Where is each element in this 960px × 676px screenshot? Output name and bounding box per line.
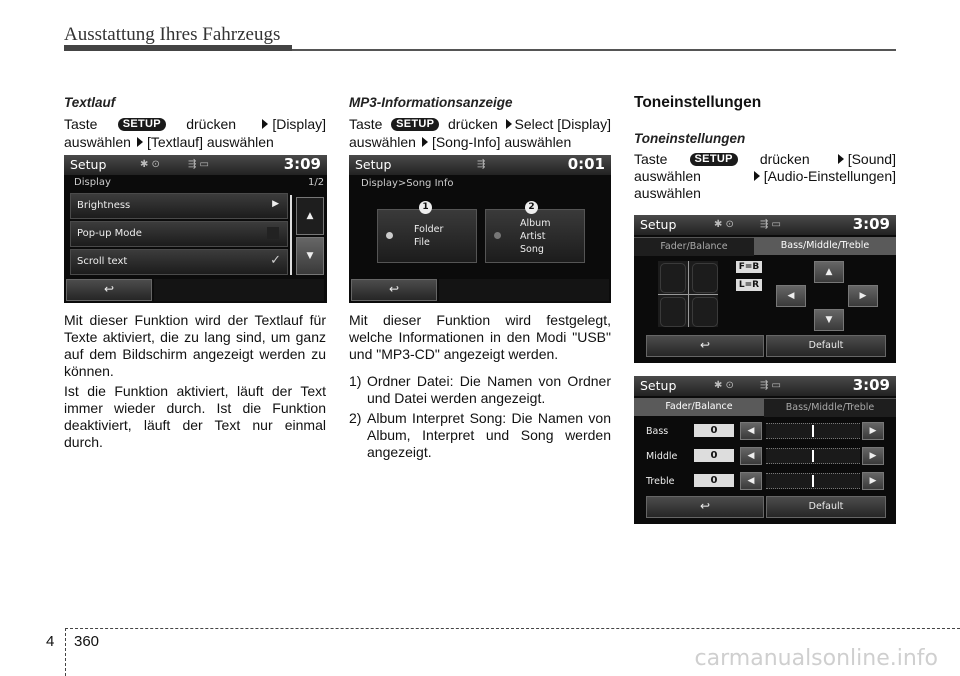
setup-badge: SETUP bbox=[690, 153, 738, 166]
menu-item-popup-mode[interactable]: Pop-up Mode bbox=[70, 221, 288, 247]
page-header-title: Ausstattung Ihres Fahrzeugs bbox=[64, 24, 281, 45]
text: [Sound] bbox=[847, 151, 896, 167]
check-icon: ✓ bbox=[270, 253, 281, 268]
screen-title: Setup bbox=[640, 378, 677, 393]
middle-increase-button[interactable]: ▶ bbox=[862, 447, 884, 465]
chevron-right-icon: ▶ bbox=[272, 199, 279, 209]
option-folder-file[interactable]: Folder File bbox=[377, 209, 477, 263]
setup-badge: SETUP bbox=[118, 118, 166, 131]
list-item: 1) Ordner Datei: Die Namen von Ordner und Datei werden angezeigt. bbox=[349, 373, 611, 406]
bluetooth-icon: ✱ ⊙ bbox=[714, 380, 734, 391]
arrow-right-icon bbox=[754, 171, 760, 181]
default-button[interactable]: Default bbox=[766, 335, 886, 357]
column-textlauf bbox=[64, 94, 326, 151]
bluetooth-icon: ✱ ⊙ bbox=[714, 219, 734, 230]
treble-slider[interactable] bbox=[766, 473, 860, 489]
text: Taste bbox=[349, 116, 383, 132]
button-bar bbox=[154, 279, 324, 301]
text: auswählen bbox=[634, 185, 701, 201]
arrow-right-icon bbox=[506, 119, 512, 129]
text: [Textlauf] auswählen bbox=[146, 134, 274, 150]
paragraph: Mit dieser Funktion wird festgelegt, welche Informationen in den Modi "USB" und "MP3-CD" angezeigt werden. bbox=[349, 312, 611, 362]
header-bar bbox=[64, 45, 292, 51]
bass-label: Bass bbox=[646, 426, 669, 437]
heading-toneinstellungen: Toneinstellungen bbox=[634, 131, 746, 146]
default-button[interactable]: Default bbox=[766, 496, 886, 518]
clock: 3:09 bbox=[852, 376, 890, 394]
back-button[interactable]: ↩ bbox=[646, 496, 764, 518]
menu-item-brightness[interactable]: Brightness ▶ bbox=[70, 193, 288, 219]
usb-icon: ⇶ ▭ bbox=[760, 380, 782, 391]
arrow-right-icon bbox=[262, 119, 268, 129]
clock: 0:01 bbox=[567, 155, 605, 173]
back-button[interactable]: ↩ bbox=[646, 335, 764, 357]
balance-value: L=R bbox=[736, 279, 762, 291]
text: auswählen bbox=[64, 134, 131, 150]
bluetooth-icon: ✱ ⊙ bbox=[140, 159, 160, 170]
text: [Song-Info] auswählen bbox=[431, 134, 572, 150]
option-album-artist-song[interactable]: Album Artist Song bbox=[485, 209, 585, 263]
checkbox-icon bbox=[267, 227, 279, 239]
usb-icon: ⇶ ▭ bbox=[760, 219, 782, 230]
chapter-number: 4 bbox=[46, 633, 55, 650]
callout-marker-1: 1 bbox=[419, 201, 432, 214]
bass-slider[interactable] bbox=[766, 423, 860, 439]
bass-middle-treble-screenshot bbox=[634, 376, 896, 524]
fader-value: F=B bbox=[736, 261, 762, 273]
page-indicator: 1/2 bbox=[308, 177, 325, 188]
list bbox=[349, 373, 611, 461]
heading-textlauf: Textlauf bbox=[64, 95, 116, 110]
menu-item-scroll-text[interactable]: Scroll text ✓ bbox=[70, 249, 288, 275]
tab-fader-balance[interactable]: Fader/Balance bbox=[634, 398, 764, 416]
scrollbar[interactable] bbox=[290, 195, 292, 275]
display-screenshot bbox=[64, 155, 327, 303]
clock: 3:09 bbox=[852, 215, 890, 233]
text: auswählen bbox=[349, 134, 416, 150]
radio-icon bbox=[494, 232, 501, 239]
screen-title: Setup bbox=[640, 217, 677, 232]
footer-rule bbox=[65, 628, 960, 629]
column-mp3-body bbox=[349, 312, 611, 464]
page-number: 360 bbox=[74, 633, 100, 650]
text: auswählen bbox=[634, 168, 701, 184]
paragraph: Mit dieser Funktion wird der Textlauf für Texte aktiviert, die zu lang sind, um ganz auf dem Bildschirm angezeigt werden zu können. bbox=[64, 312, 326, 379]
text: Select [Display] bbox=[514, 116, 611, 132]
clock: 3:09 bbox=[283, 155, 321, 173]
scroll-down-button[interactable]: ▼ bbox=[296, 237, 324, 275]
text: Taste bbox=[64, 116, 98, 132]
usb-icon: ⇶ bbox=[477, 159, 486, 170]
callout-marker-2: 2 bbox=[525, 201, 538, 214]
text: Taste bbox=[634, 151, 668, 167]
arrow-right-icon bbox=[422, 137, 428, 147]
radio-icon bbox=[386, 232, 393, 239]
middle-decrease-button[interactable]: ◀ bbox=[740, 447, 762, 465]
text: drücken bbox=[186, 116, 237, 132]
screen-subtitle: Display bbox=[74, 177, 111, 188]
treble-label: Treble bbox=[646, 476, 675, 487]
fader-balance-screenshot bbox=[634, 215, 896, 363]
arrow-right-icon bbox=[137, 137, 143, 147]
balance-left-button[interactable]: ◀ bbox=[776, 285, 806, 307]
footer-divider bbox=[65, 628, 66, 676]
screen-title: Setup bbox=[355, 157, 392, 172]
fader-up-button[interactable]: ▲ bbox=[814, 261, 844, 283]
treble-decrease-button[interactable]: ◀ bbox=[740, 472, 762, 490]
screen-subtitle: Display>Song Info bbox=[361, 178, 454, 189]
paragraph: Ist die Funktion aktiviert, läuft der Text immer wieder durch. Ist die Funktion deaktiviert, läuft der Text nur einmal durch. bbox=[64, 383, 326, 450]
button-bar bbox=[439, 279, 609, 301]
treble-increase-button[interactable]: ▶ bbox=[862, 472, 884, 490]
treble-value: 0 bbox=[694, 474, 734, 487]
screen-title: Setup bbox=[70, 157, 107, 172]
tab-fader-balance[interactable]: Fader/Balance bbox=[634, 237, 754, 256]
scroll-up-button[interactable]: ▲ bbox=[296, 197, 324, 235]
middle-slider[interactable] bbox=[766, 448, 860, 464]
watermark: carmanualsonline.info bbox=[694, 646, 938, 671]
column-ton bbox=[634, 94, 896, 202]
text: [Audio-Einstellungen] bbox=[763, 168, 896, 184]
fader-down-button[interactable]: ▼ bbox=[814, 309, 844, 331]
bass-value: 0 bbox=[694, 424, 734, 437]
middle-value: 0 bbox=[694, 449, 734, 462]
usb-icon: ⇶ ▭ bbox=[188, 159, 210, 170]
heading-mp3-info: MP3-Informationsanzeige bbox=[349, 95, 513, 110]
text: drücken bbox=[759, 151, 810, 167]
back-button[interactable]: ↩ bbox=[66, 279, 152, 301]
bass-increase-button[interactable]: ▶ bbox=[862, 422, 884, 440]
column-mp3 bbox=[349, 94, 611, 151]
arrow-right-icon bbox=[838, 154, 844, 164]
list-item: 2) Album Interpret Song: Die Namen von Album, Interpret und Song werden angezeigt. bbox=[349, 410, 611, 460]
tab-bass-middle-treble[interactable]: Bass/Middle/Treble bbox=[764, 398, 896, 417]
fader-grid[interactable] bbox=[658, 261, 718, 327]
back-button[interactable]: ↩ bbox=[351, 279, 437, 301]
bass-decrease-button[interactable]: ◀ bbox=[740, 422, 762, 440]
column-textlauf-body bbox=[64, 312, 326, 451]
balance-right-button[interactable]: ▶ bbox=[848, 285, 878, 307]
text: drücken bbox=[448, 116, 498, 132]
song-info-screenshot bbox=[349, 155, 611, 303]
setup-badge: SETUP bbox=[391, 118, 439, 131]
middle-label: Middle bbox=[646, 451, 678, 462]
text: [Display] bbox=[272, 116, 326, 132]
section-title: Toneinstellungen bbox=[634, 94, 762, 111]
tab-bass-middle-treble[interactable]: Bass/Middle/Treble bbox=[754, 237, 896, 255]
